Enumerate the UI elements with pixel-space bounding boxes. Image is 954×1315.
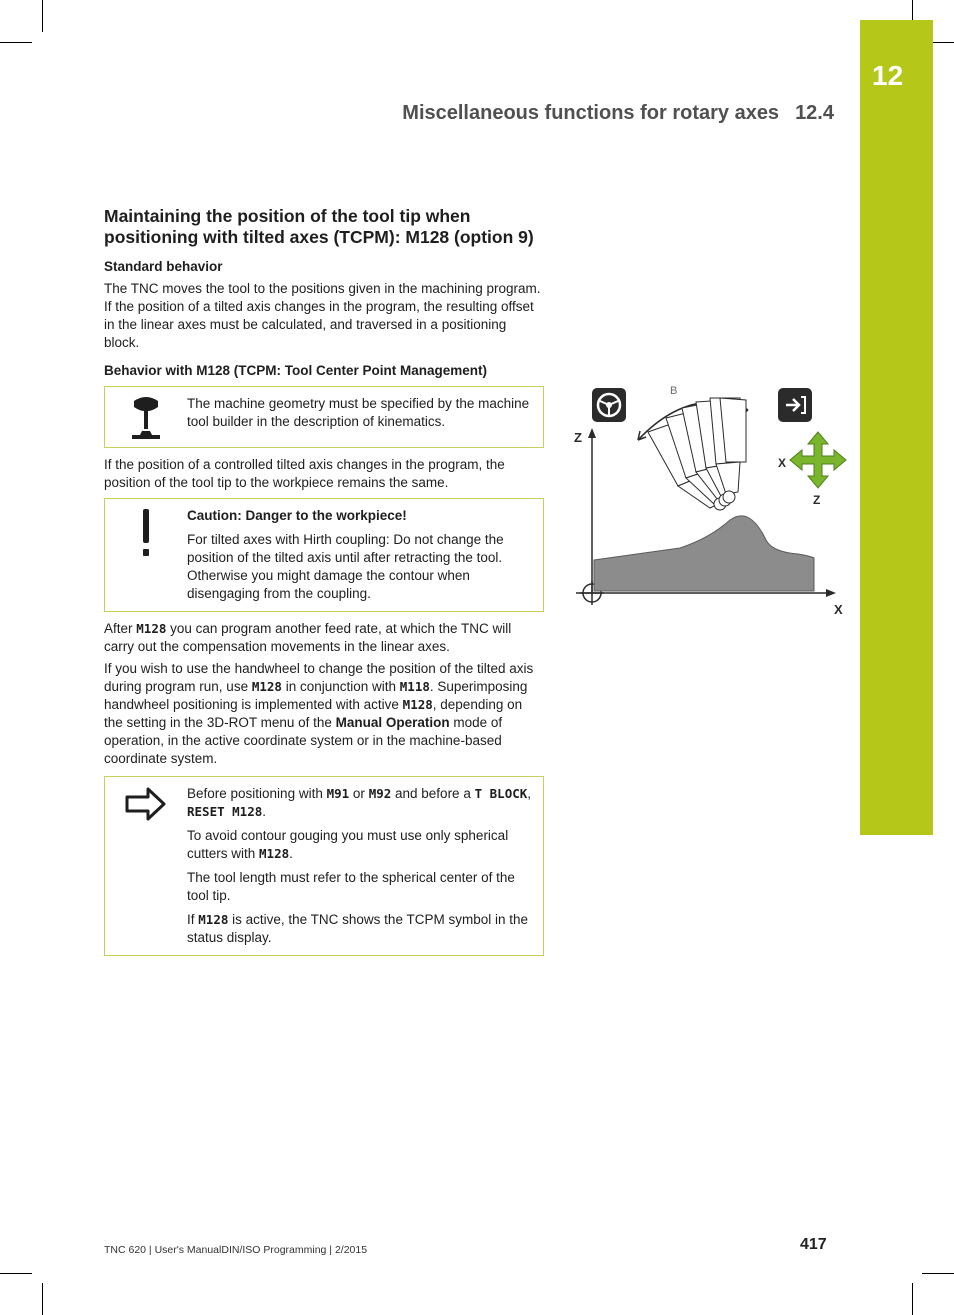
tcpm-figure xyxy=(570,380,860,620)
subheading-m128: Behavior with M128 (TCPM: Tool Center Point Management) xyxy=(104,363,488,378)
crop-mark xyxy=(922,1273,954,1274)
section-heading: Maintaining the position of the tool tip when positioning with tilted axes (TCPM): M128 (option 9) xyxy=(104,206,534,247)
running-header xyxy=(0,102,834,125)
crop-mark xyxy=(42,0,43,32)
caution-box xyxy=(104,498,544,612)
caution-title: Caution: Danger to the workpiece! xyxy=(187,508,407,523)
chapter-tab xyxy=(860,20,933,835)
crop-mark xyxy=(0,1273,32,1274)
tip-box xyxy=(104,776,544,956)
jog-x-label: X xyxy=(778,456,787,470)
jog-arrows-icon xyxy=(790,432,846,488)
machine-dependent-icon xyxy=(105,387,187,447)
header-section: 12.4 xyxy=(795,102,834,124)
footer-text: TNC 620 | User's ManualDIN/ISO Programming | 2/2015 xyxy=(104,1244,368,1256)
crop-mark xyxy=(42,1283,43,1315)
subheading-standard: Standard behavior xyxy=(104,259,223,274)
z-axis-label: Z xyxy=(574,430,582,445)
x-axis-label: X xyxy=(834,602,843,617)
paragraph: If the position of a controlled tilted axis changes in the program, the position of the tool tip to the workpiece remains the same. xyxy=(104,457,505,490)
caution-text: For tilted axes with Hirth coupling: Do not change the position of the tilted axis until after retracting the tool. Otherwise you might damage the contour when disengaging from the coupling. xyxy=(187,532,504,601)
handwheel-icon xyxy=(592,388,626,422)
paragraph: After M128 you can program another feed rate, at which the TNC will carry out the compensation movements in the linear axes. xyxy=(104,621,512,654)
header-title: Miscellaneous functions for rotary axes xyxy=(402,102,780,124)
paragraph: If you wish to use the handwheel to change the position of the tilted axis during program run, use M128 in conjunction with M118. Superimposing handwheel positioning is implemented with active M128, depending on the setting in the 3D-ROT menu of the Manual Operation mode of operation, in the active coordinate system or in the machine-based coordinate system. xyxy=(104,661,534,766)
chapter-number: 12 xyxy=(872,60,904,91)
page-number: 417 xyxy=(800,1236,827,1253)
paragraph: The TNC moves the tool to the positions given in the machining program. If the position of a tilted axis changes in the program, the resulting offset in the linear axes must be calculated, and traversed in a positioning block. xyxy=(104,281,541,350)
crop-mark xyxy=(0,42,32,43)
arrow-right-icon xyxy=(105,777,187,955)
crop-mark xyxy=(912,1283,913,1315)
tip-line: The tool length must refer to the spherical center of the tool tip. xyxy=(187,870,515,903)
tip-line: Before positioning with M91 or M92 and before a T BLOCK, RESET M128. xyxy=(187,786,532,819)
tip-line: If M128 is active, the TNC shows the TCPM symbol in the status display. xyxy=(187,912,528,945)
machine-note-box xyxy=(104,386,544,448)
main-content xyxy=(104,206,544,964)
rotation-b-label: B xyxy=(670,385,678,397)
tip-line: To avoid contour gouging you must use only spherical cutters with M128. xyxy=(187,828,509,861)
exclamation-icon xyxy=(105,499,187,611)
manual-operation-icon xyxy=(778,388,812,422)
jog-z-label: Z xyxy=(813,493,821,507)
note-text: The machine geometry must be specified by the machine tool builder in the description of kinematics. xyxy=(187,396,530,429)
